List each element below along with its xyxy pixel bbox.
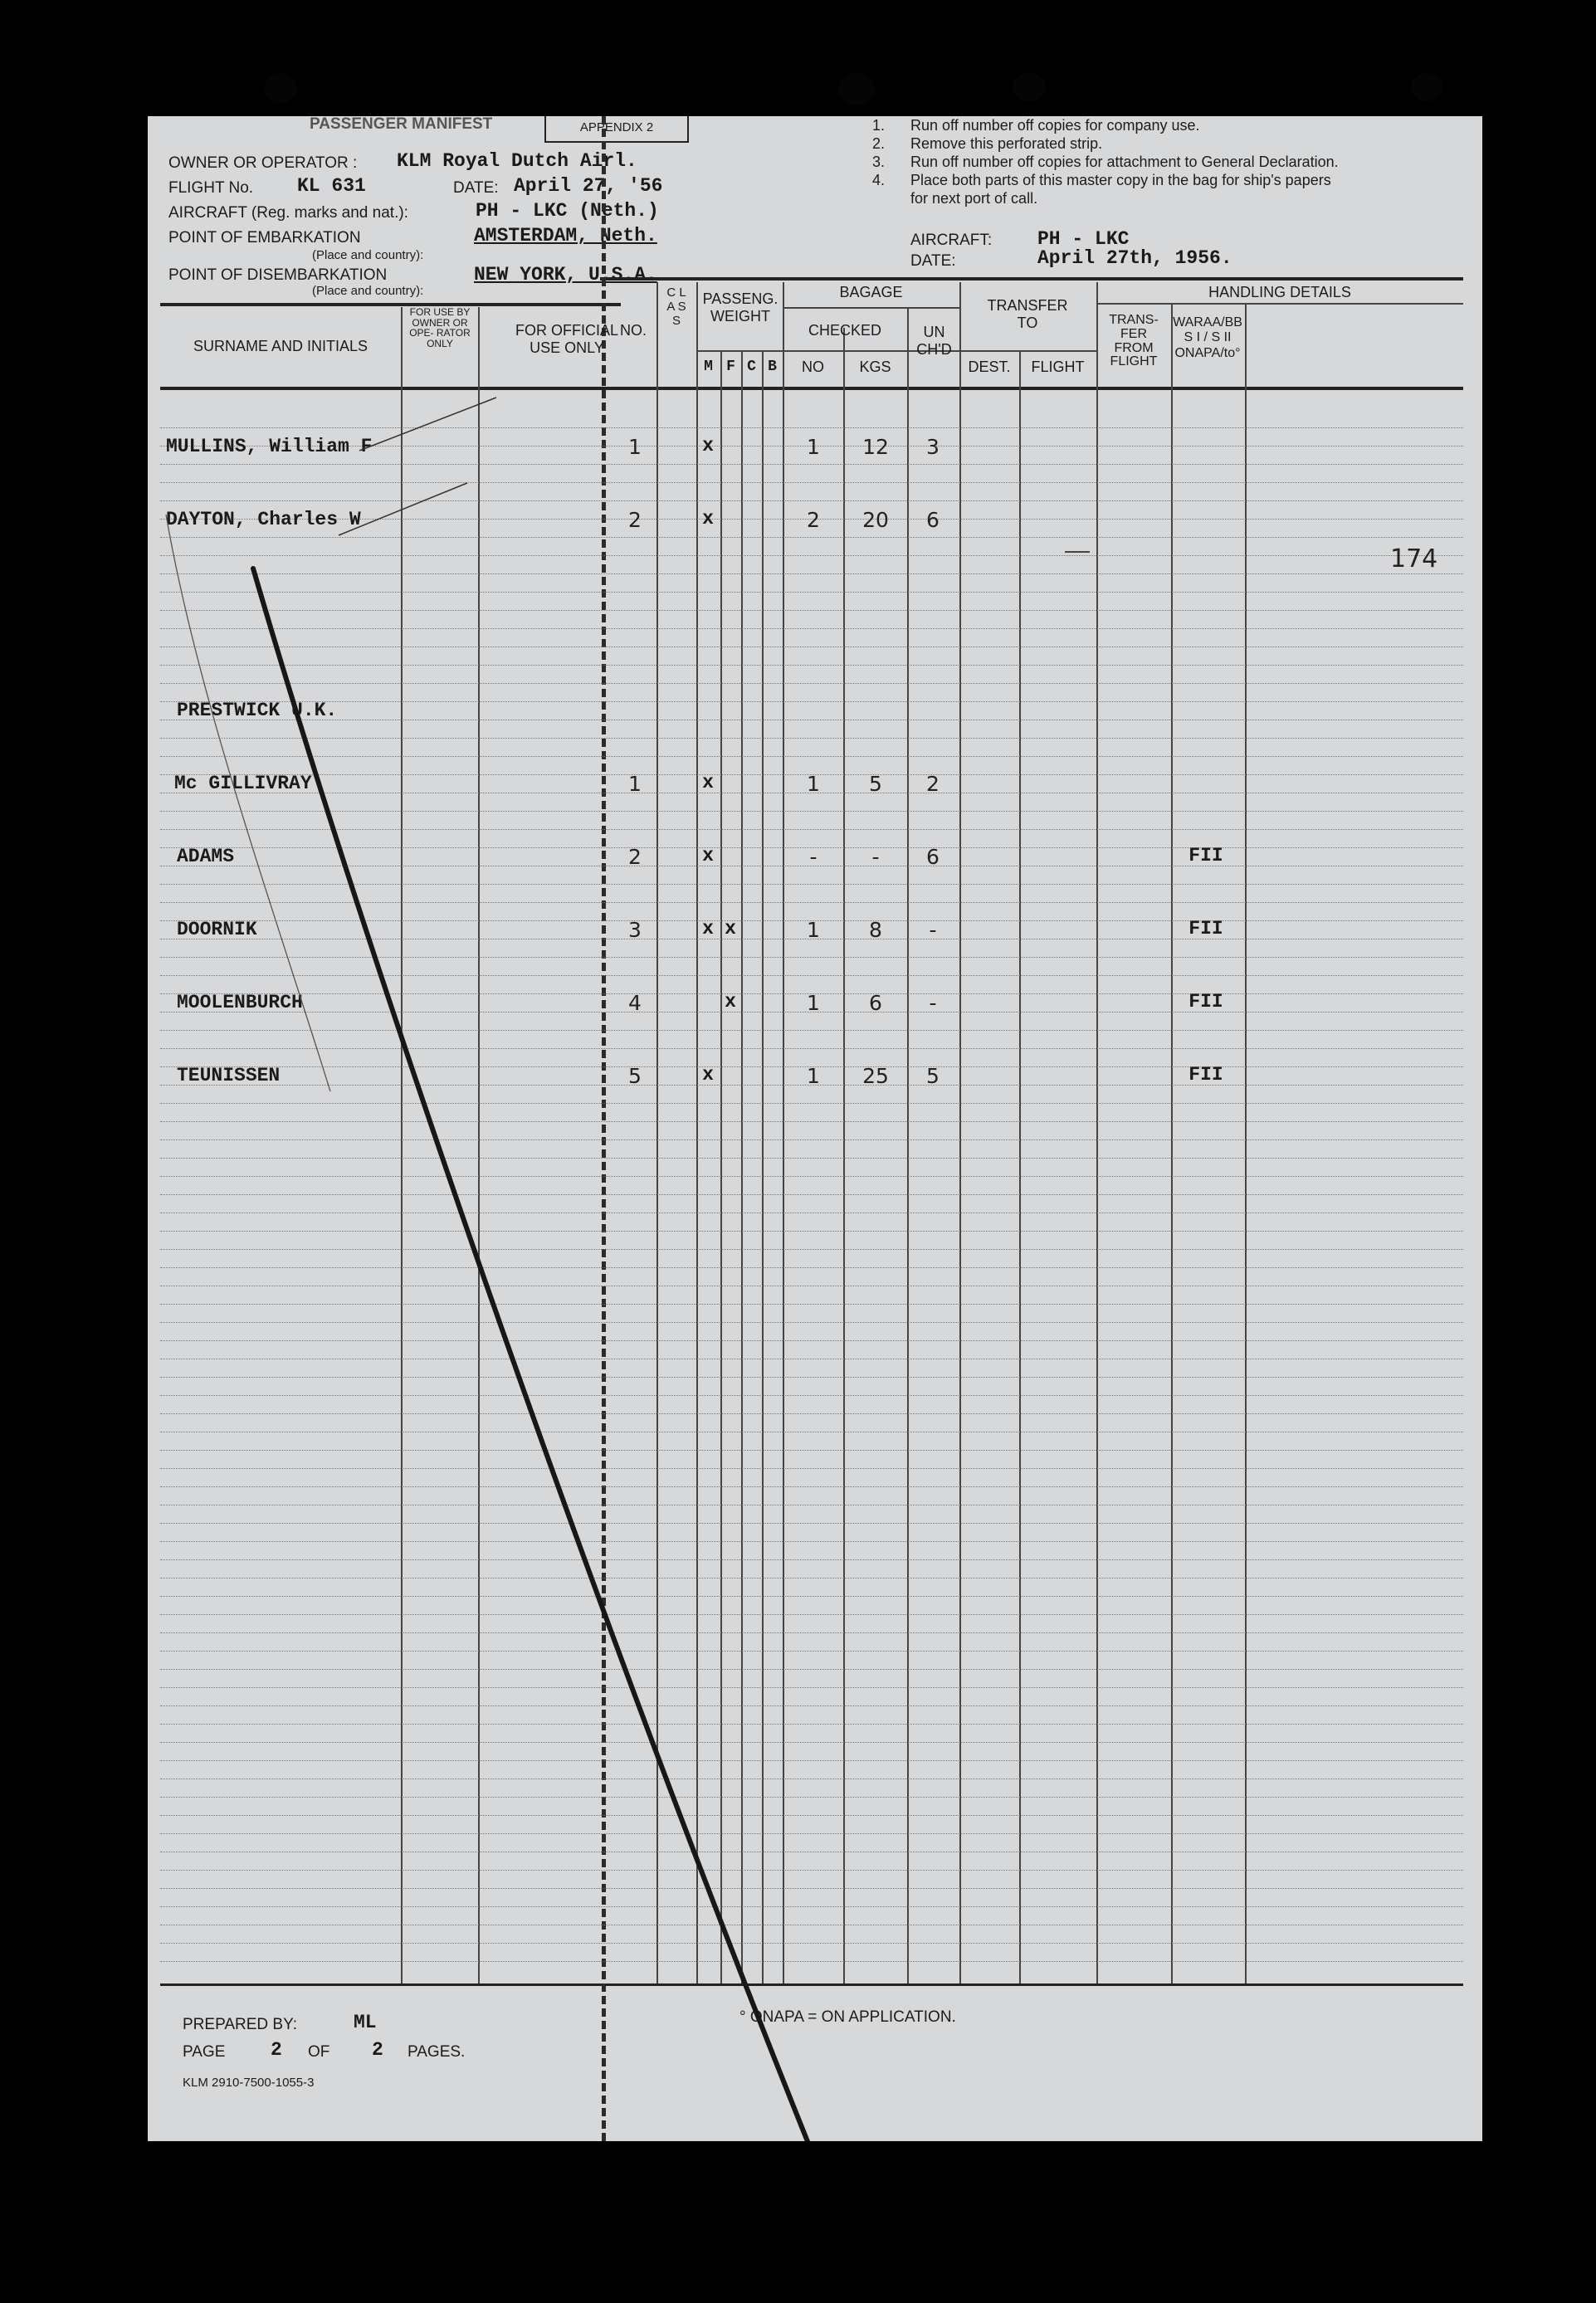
pen-stroke: [359, 398, 496, 451]
strip-date-label: DATE:: [910, 252, 956, 270]
col-weight-m: M: [704, 359, 713, 375]
weight-f-mark: x: [725, 991, 736, 1012]
passenger-name: ADAMS: [177, 846, 235, 867]
col-unchd: UN CH'D: [916, 324, 952, 358]
weight-m-mark: x: [702, 772, 714, 793]
aircraft-value: PH - LKC (Neth.): [476, 200, 659, 222]
page-of: OF: [308, 2043, 330, 2061]
passenger-no: 5: [628, 1064, 642, 1088]
col-official-use: FOR OFFICIAL USE ONLY: [515, 322, 618, 356]
handling-code: FII: [1188, 845, 1223, 866]
aircraft-label: AIRCRAFT (Reg. marks and nat.):: [168, 204, 408, 222]
strip-aircraft-value: PH - LKC: [1037, 228, 1130, 250]
embark-value: AMSTERDAM, Neth.: [474, 225, 657, 246]
passenger-name: MULLINS, William F: [166, 436, 373, 457]
strike-annotation: [148, 116, 1482, 2141]
weight-m-mark: x: [702, 1064, 714, 1086]
col-waraa: WARAA/BB S I / S II ONAPA/to°: [1173, 315, 1242, 360]
passenger-no: 2: [628, 508, 642, 532]
bag-count: 1: [807, 772, 820, 796]
passenger-no: 2: [628, 845, 642, 869]
col-bagage: BAGAGE: [839, 284, 903, 300]
bag-unchd: -: [929, 918, 937, 942]
instruction-item: 2. Remove this perforated strip.: [872, 135, 1103, 152]
bag-kgs: 25: [862, 1064, 889, 1088]
col-passeng-weight: PASSENG. WEIGHT: [702, 290, 778, 324]
passenger-name: Mc GILLIVRAY: [174, 773, 312, 794]
passenger-name: TEUNISSEN: [177, 1065, 281, 1086]
passenger-no: 1: [628, 772, 642, 796]
disembark-value: NEW YORK, U.S.A.: [474, 264, 657, 285]
instruction-item: 3. Run off number off copies for attachment to General Declaration.: [872, 154, 1339, 170]
col-checked-no: NO: [802, 359, 824, 375]
instruction-item: 1. Run off number off copies for company use.: [872, 117, 1200, 134]
weight-m-mark: x: [702, 508, 714, 529]
embark-label: POINT OF EMBARKATION: [168, 229, 361, 246]
bag-unchd: 6: [926, 845, 940, 869]
handling-code: FII: [1188, 1064, 1223, 1086]
bag-kgs: -: [871, 845, 880, 869]
bag-unchd: -: [929, 991, 937, 1015]
manifest-sheet: [148, 116, 1482, 2141]
pen-stroke: [339, 483, 467, 535]
bag-kgs: 5: [869, 772, 882, 796]
page-current: 2: [271, 2039, 282, 2061]
bag-kgs: 6: [869, 991, 882, 1015]
bag-count: 1: [807, 918, 820, 942]
bag-count: 1: [807, 991, 820, 1015]
flight-label: FLIGHT No.: [168, 179, 254, 197]
owner-value: KLM Royal Dutch Airl.: [397, 150, 637, 172]
passenger-name: DOORNIK: [177, 919, 257, 940]
disembark-sub: (Place and country):: [312, 284, 424, 298]
col-weight-c: C: [747, 359, 756, 375]
form-code: KLM 2910-7500-1055-3: [183, 2076, 315, 2090]
passenger-no: 1: [628, 435, 642, 459]
col-owner-use: FOR USE BY OWNER OR OPE- RATOR ONLY: [409, 306, 471, 349]
col-checked: CHECKED: [808, 322, 881, 339]
bag-count: 2: [807, 508, 820, 532]
weight-m-mark: x: [702, 435, 714, 456]
handling-code: FII: [1188, 991, 1223, 1012]
page-label: PAGE: [183, 2043, 226, 2061]
col-weight-b: B: [768, 359, 777, 375]
prepared-value: ML: [354, 2012, 377, 2033]
bag-unchd: 5: [926, 1064, 940, 1088]
passenger-no: 4: [628, 991, 642, 1015]
instruction-item: 4. Place both parts of this master copy in the bag for ship's papers: [872, 172, 1331, 188]
col-weight-f: F: [726, 359, 735, 375]
bag-unchd: 3: [926, 435, 940, 459]
prepared-label: PREPARED BY:: [183, 2016, 297, 2033]
bag-kgs: 20: [862, 508, 889, 532]
section-label: PRESTWICK U.K.: [177, 700, 338, 721]
col-surname: SURNAME AND INITIALS: [193, 338, 368, 354]
passenger-no: 3: [628, 918, 642, 942]
passenger-name: DAYTON, Charles W: [166, 509, 361, 530]
col-transfer-to: TRANSFER TO: [987, 297, 1068, 331]
handling-code: FII: [1188, 918, 1223, 939]
embark-sub: (Place and country):: [312, 248, 424, 262]
flight-value: KL 631: [297, 175, 366, 197]
date-value: April 27, '56: [514, 175, 663, 197]
col-transfer-from: TRANS- FER FROM FLIGHT: [1109, 313, 1159, 369]
bag-unchd: 6: [926, 508, 940, 532]
col-handling: HANDLING DETAILS: [1208, 284, 1351, 300]
col-no: NO.: [619, 322, 647, 339]
owner-label: OWNER OR OPERATOR :: [168, 154, 358, 172]
weight-m-mark: x: [702, 845, 714, 866]
bag-count: 1: [807, 1064, 820, 1088]
strip-date-value: April 27th, 1956.: [1037, 247, 1232, 269]
disembark-label: POINT OF DISEMBARKATION: [168, 266, 388, 284]
punch-hole: [838, 73, 875, 105]
onapa-note: ° ONAPA = ON APPLICATION.: [739, 2008, 956, 2026]
appendix-box: APPENDIX 2: [544, 116, 689, 143]
col-class: C L A S S: [666, 285, 686, 328]
weight-m-mark: x: [702, 918, 714, 939]
instruction-item: for next port of call.: [910, 190, 1038, 207]
page-total: 2: [372, 2039, 383, 2061]
pen-stroke: [166, 515, 330, 1091]
handwritten-number: 174: [1390, 544, 1438, 573]
weight-f-mark: x: [725, 918, 736, 939]
col-flight: FLIGHT: [1031, 359, 1085, 375]
strike-diagonal: [253, 568, 824, 2141]
punch-hole: [1013, 73, 1046, 101]
bag-kgs: 8: [869, 918, 882, 942]
punch-hole: [1411, 73, 1442, 101]
bag-count: 1: [807, 435, 820, 459]
form-title: PASSENGER MANIFEST: [310, 116, 493, 133]
col-checked-kgs: KGS: [859, 359, 891, 375]
passenger-name: MOOLENBURCH: [177, 992, 303, 1013]
pages-label: PAGES.: [408, 2043, 466, 2061]
bag-kgs: 12: [862, 435, 889, 459]
bag-unchd: 2: [926, 772, 940, 796]
bag-count: -: [809, 845, 818, 869]
strip-aircraft-label: AIRCRAFT:: [910, 232, 993, 249]
date-label: DATE:: [453, 179, 499, 197]
punch-hole: [264, 73, 297, 103]
col-dest: DEST.: [968, 359, 1011, 375]
